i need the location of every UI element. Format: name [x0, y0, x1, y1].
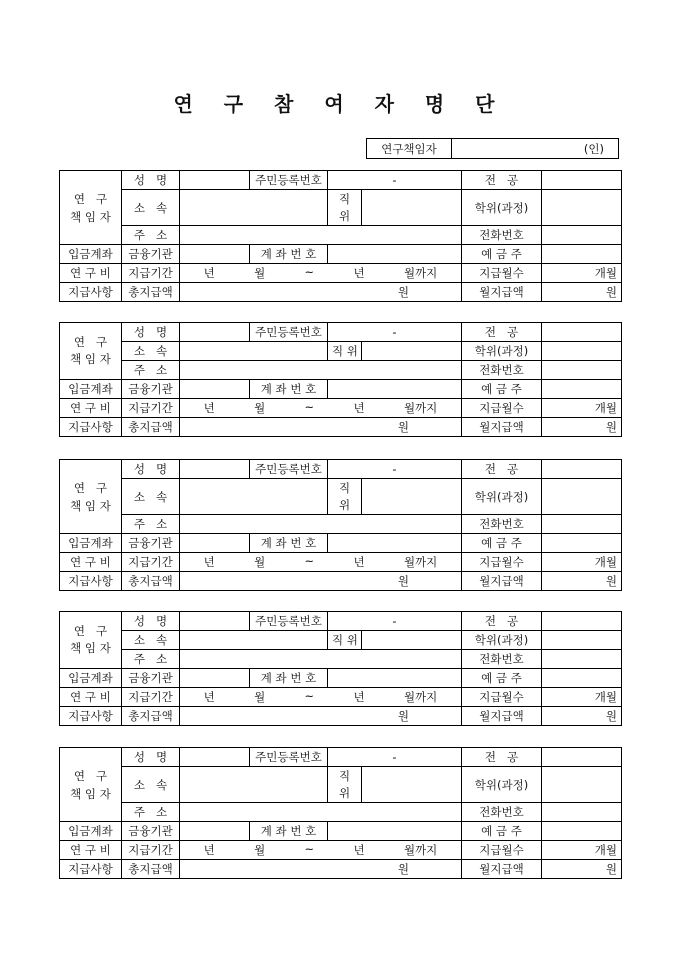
address-field[interactable] — [180, 650, 462, 669]
phone-field[interactable] — [542, 515, 622, 534]
pay-months-field[interactable]: 개월 — [542, 264, 622, 283]
monthly-amount-label: 월지급액 — [462, 418, 542, 437]
monthly-amount-field[interactable]: 원 — [542, 283, 622, 302]
major-field[interactable] — [542, 171, 622, 190]
degree-field[interactable] — [542, 767, 622, 803]
major-label: 전 공 — [462, 460, 542, 479]
research-cost-label: 연 구 비 — [60, 841, 122, 860]
pay-period-label: 지급기간 — [122, 264, 180, 283]
affiliation-label: 소 속 — [122, 479, 180, 515]
degree-field[interactable] — [542, 190, 622, 226]
research-cost-label: 연 구 비 — [60, 399, 122, 418]
deposit-account-label: 입금계좌 — [60, 380, 122, 399]
major-label: 전 공 — [462, 323, 542, 342]
major-field[interactable] — [542, 748, 622, 767]
ssn-field[interactable]: - — [328, 612, 462, 631]
research-cost-label: 연 구 비 — [60, 264, 122, 283]
pay-months-field[interactable]: 개월 — [542, 399, 622, 418]
research-cost-label: 연 구 비 — [60, 688, 122, 707]
monthly-amount-field[interactable]: 원 — [542, 572, 622, 591]
phone-field[interactable] — [542, 361, 622, 380]
degree-label: 학위(과정) — [462, 342, 542, 361]
researcher-section — [59, 611, 622, 726]
depositor-field[interactable] — [542, 822, 622, 841]
affiliation-label: 소 속 — [122, 190, 180, 226]
total-amount-label: 총지급액 — [122, 418, 180, 437]
account-no-field[interactable] — [328, 380, 462, 399]
researcher-section — [59, 170, 622, 302]
position-field[interactable] — [362, 631, 462, 650]
total-amount-field[interactable]: 원 — [180, 707, 462, 726]
phone-label: 전화번호 — [462, 226, 542, 245]
degree-label: 학위(과정) — [462, 479, 542, 515]
position-label: 직 위 — [328, 479, 362, 515]
position-field[interactable] — [362, 342, 462, 361]
pay-period-label: 지급기간 — [122, 841, 180, 860]
payment-details-label: 지급사항 — [60, 572, 122, 591]
ssn-field[interactable]: - — [328, 323, 462, 342]
account-no-label: 계 좌 번 호 — [250, 822, 328, 841]
degree-field[interactable] — [542, 342, 622, 361]
researcher-label: 연 구 책 임 자 — [60, 323, 122, 380]
pay-period-field[interactable]: 년 월 ~ 년 월까지 — [180, 688, 462, 707]
pay-months-field[interactable]: 개월 — [542, 688, 622, 707]
name-field[interactable] — [180, 748, 250, 767]
ssn-label: 주민등록번호 — [250, 323, 328, 342]
position-field[interactable] — [362, 190, 462, 226]
ssn-label: 주민등록번호 — [250, 612, 328, 631]
monthly-amount-label: 월지급액 — [462, 707, 542, 726]
depositor-field[interactable] — [542, 534, 622, 553]
bank-field[interactable] — [180, 245, 250, 264]
total-amount-label: 총지급액 — [122, 707, 180, 726]
researcher-label: 연 구 책 임 자 — [60, 460, 122, 534]
account-no-label: 계 좌 번 호 — [250, 669, 328, 688]
address-field[interactable] — [180, 803, 462, 822]
phone-label: 전화번호 — [462, 650, 542, 669]
depositor-label: 예 금 주 — [462, 534, 542, 553]
pay-period-label: 지급기간 — [122, 688, 180, 707]
pay-period-field[interactable]: 년 월 ~ 년 월까지 — [180, 841, 462, 860]
monthly-amount-label: 월지급액 — [462, 860, 542, 879]
total-amount-field[interactable]: 원 — [180, 860, 462, 879]
pay-period-field[interactable]: 년 월 ~ 년 월까지 — [180, 553, 462, 572]
seal-label: (인) — [583, 141, 604, 156]
bank-label: 금융기관 — [122, 245, 180, 264]
bank-field[interactable] — [180, 669, 250, 688]
account-no-label: 계 좌 번 호 — [250, 380, 328, 399]
affiliation-field[interactable] — [180, 190, 328, 226]
phone-field[interactable] — [542, 803, 622, 822]
account-no-field[interactable] — [328, 822, 462, 841]
pay-months-label: 지급월수 — [462, 841, 542, 860]
degree-label: 학위(과정) — [462, 190, 542, 226]
position-label: 직 위 — [328, 190, 362, 226]
responsible-researcher-box — [366, 138, 619, 159]
major-field[interactable] — [542, 612, 622, 631]
bank-label: 금융기관 — [122, 534, 180, 553]
depositor-label: 예 금 주 — [462, 669, 542, 688]
bank-field[interactable] — [180, 822, 250, 841]
researcher-label: 연 구 책 임 자 — [60, 748, 122, 822]
total-amount-field[interactable]: 원 — [180, 283, 462, 302]
pay-period-label: 지급기간 — [122, 399, 180, 418]
bank-label: 금융기관 — [122, 669, 180, 688]
address-label: 주 소 — [122, 226, 180, 245]
ssn-field[interactable]: - — [328, 748, 462, 767]
research-cost-label: 연 구 비 — [60, 553, 122, 572]
account-no-field[interactable] — [328, 245, 462, 264]
account-no-field[interactable] — [328, 534, 462, 553]
position-label: 직 위 — [328, 631, 362, 650]
bank-field[interactable] — [180, 534, 250, 553]
total-amount-label: 총지급액 — [122, 572, 180, 591]
account-no-label: 계 좌 번 호 — [250, 534, 328, 553]
pay-months-label: 지급월수 — [462, 399, 542, 418]
name-label: 성 명 — [122, 323, 180, 342]
bank-field[interactable] — [180, 380, 250, 399]
researcher-section — [59, 747, 622, 879]
responsible-label: 연구책임자 — [367, 139, 452, 159]
name-field[interactable] — [180, 460, 250, 479]
account-no-field[interactable] — [328, 669, 462, 688]
address-label: 주 소 — [122, 515, 180, 534]
pay-months-field[interactable]: 개월 — [542, 553, 622, 572]
monthly-amount-field[interactable]: 원 — [542, 707, 622, 726]
pay-months-label: 지급월수 — [462, 688, 542, 707]
ssn-field[interactable]: - — [328, 171, 462, 190]
address-label: 주 소 — [122, 803, 180, 822]
affiliation-label: 소 속 — [122, 767, 180, 803]
researcher-section — [59, 322, 622, 437]
address-label: 주 소 — [122, 361, 180, 380]
name-label: 성 명 — [122, 171, 180, 190]
depositor-label: 예 금 주 — [462, 380, 542, 399]
degree-field[interactable] — [542, 631, 622, 650]
position-label: 직 위 — [328, 342, 362, 361]
name-field[interactable] — [180, 323, 250, 342]
address-field[interactable] — [180, 361, 462, 380]
deposit-account-label: 입금계좌 — [60, 669, 122, 688]
researcher-section — [59, 459, 622, 591]
total-amount-label: 총지급액 — [122, 283, 180, 302]
total-amount-field[interactable]: 원 — [180, 418, 462, 437]
affiliation-field[interactable] — [180, 631, 328, 650]
monthly-amount-label: 월지급액 — [462, 572, 542, 591]
phone-label: 전화번호 — [462, 361, 542, 380]
depositor-field[interactable] — [542, 245, 622, 264]
address-field[interactable] — [180, 515, 462, 534]
ssn-label: 주민등록번호 — [250, 171, 328, 190]
depositor-field[interactable] — [542, 380, 622, 399]
ssn-field[interactable]: - — [328, 460, 462, 479]
ssn-label: 주민등록번호 — [250, 748, 328, 767]
name-field[interactable] — [180, 612, 250, 631]
degree-field[interactable] — [542, 479, 622, 515]
position-label: 직 위 — [328, 767, 362, 803]
degree-label: 학위(과정) — [462, 631, 542, 650]
deposit-account-label: 입금계좌 — [60, 534, 122, 553]
deposit-account-label: 입금계좌 — [60, 245, 122, 264]
pay-months-field[interactable]: 개월 — [542, 841, 622, 860]
monthly-amount-field[interactable]: 원 — [542, 860, 622, 879]
monthly-amount-field[interactable]: 원 — [542, 418, 622, 437]
seal-field[interactable] — [452, 139, 619, 159]
bank-label: 금융기관 — [122, 822, 180, 841]
major-field[interactable] — [542, 460, 622, 479]
bank-label: 금융기관 — [122, 380, 180, 399]
researcher-label: 연 구 책 임 자 — [60, 612, 122, 669]
position-field[interactable] — [362, 479, 462, 515]
major-label: 전 공 — [462, 612, 542, 631]
researcher-label: 연 구 책 임 자 — [60, 171, 122, 245]
affiliation-label: 소 속 — [122, 631, 180, 650]
name-field[interactable] — [180, 171, 250, 190]
name-label: 성 명 — [122, 612, 180, 631]
name-label: 성 명 — [122, 460, 180, 479]
payment-details-label: 지급사항 — [60, 418, 122, 437]
major-label: 전 공 — [462, 748, 542, 767]
affiliation-field[interactable] — [180, 342, 328, 361]
deposit-account-label: 입금계좌 — [60, 822, 122, 841]
address-label: 주 소 — [122, 650, 180, 669]
monthly-amount-label: 월지급액 — [462, 283, 542, 302]
payment-details-label: 지급사항 — [60, 707, 122, 726]
pay-months-label: 지급월수 — [462, 264, 542, 283]
pay-months-label: 지급월수 — [462, 553, 542, 572]
total-amount-field[interactable]: 원 — [180, 572, 462, 591]
major-label: 전 공 — [462, 171, 542, 190]
total-amount-label: 총지급액 — [122, 860, 180, 879]
depositor-label: 예 금 주 — [462, 245, 542, 264]
phone-field[interactable] — [542, 650, 622, 669]
affiliation-field[interactable] — [180, 767, 328, 803]
phone-label: 전화번호 — [462, 515, 542, 534]
affiliation-field[interactable] — [180, 479, 328, 515]
payment-details-label: 지급사항 — [60, 283, 122, 302]
ssn-label: 주민등록번호 — [250, 460, 328, 479]
phone-label: 전화번호 — [462, 803, 542, 822]
address-field[interactable] — [180, 226, 462, 245]
degree-label: 학위(과정) — [462, 767, 542, 803]
pay-period-field[interactable]: 년 월 ~ 년 월까지 — [180, 399, 462, 418]
pay-period-field[interactable]: 년 월 ~ 년 월까지 — [180, 264, 462, 283]
affiliation-label: 소 속 — [122, 342, 180, 361]
depositor-label: 예 금 주 — [462, 822, 542, 841]
depositor-field[interactable] — [542, 669, 622, 688]
name-label: 성 명 — [122, 748, 180, 767]
pay-period-label: 지급기간 — [122, 553, 180, 572]
account-no-label: 계 좌 번 호 — [250, 245, 328, 264]
major-field[interactable] — [542, 323, 622, 342]
page-title: 연 구 참 여 자 명 단 — [173, 92, 507, 116]
payment-details-label: 지급사항 — [60, 860, 122, 879]
position-field[interactable] — [362, 767, 462, 803]
phone-field[interactable] — [542, 226, 622, 245]
